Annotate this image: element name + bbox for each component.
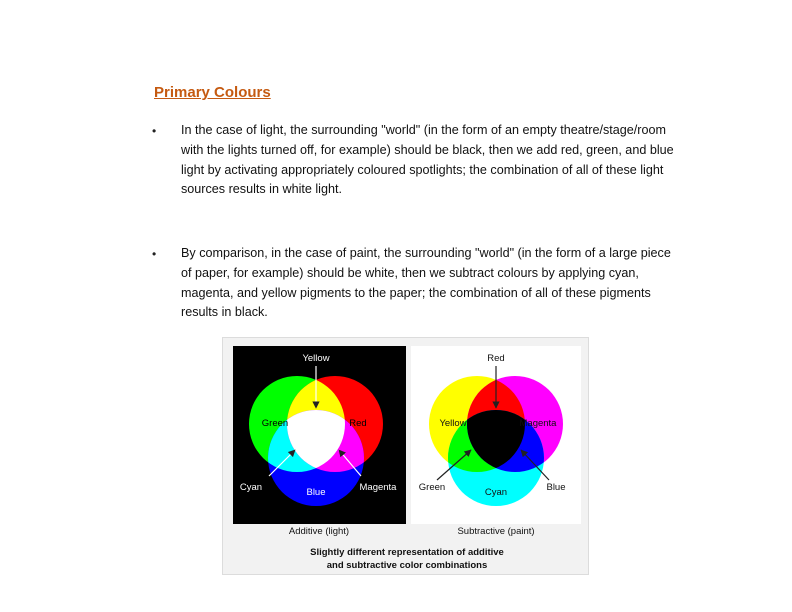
label-cyan: Cyan: [239, 482, 263, 493]
label-cyan-sub: Cyan: [484, 487, 508, 498]
figure-caption-line2: and subtractive color combinations: [326, 560, 488, 571]
color-mixing-figure: [222, 337, 589, 575]
label-yellow: Yellow: [302, 353, 330, 364]
color-diagram: [223, 338, 590, 576]
paragraph-light: In the case of light, the surrounding "world" (in the form of an empty theatre/stage/room with the lights turned off, for example) should be black, then we add red, green, and blue light by activating appropriately coloured spotlights; the combination of all of these light sources results in white light.: [181, 123, 674, 197]
label-blue-sub: Blue: [546, 482, 566, 493]
label-yellow-sub: Yellow: [439, 418, 467, 429]
caption-additive: Additive (light): [288, 526, 350, 537]
caption-subtractive: Subtractive (paint): [457, 526, 535, 537]
label-magenta: Magenta: [359, 482, 397, 493]
label-blue: Blue: [306, 487, 326, 498]
figure-caption-line1: Slightly different representation of additive: [310, 547, 504, 558]
paragraph-paint: By comparison, in the case of paint, the surrounding "world" (in the form of a large piece of paper, for example) should be white, then we subtract colours by applying cyan, magenta, and yellow pigments to the paper; the combination of all of these pigments results in black.: [181, 246, 671, 320]
label-green-sub: Green: [418, 482, 446, 493]
bullet-marker: •: [152, 124, 157, 138]
label-green: Green: [261, 418, 289, 429]
label-red: Red: [349, 418, 367, 429]
label-red-top: Red: [487, 353, 505, 364]
bullet-marker: •: [152, 247, 157, 261]
page-title: Primary Colours: [154, 84, 271, 101]
label-magenta-sub: Magenta: [519, 418, 557, 429]
